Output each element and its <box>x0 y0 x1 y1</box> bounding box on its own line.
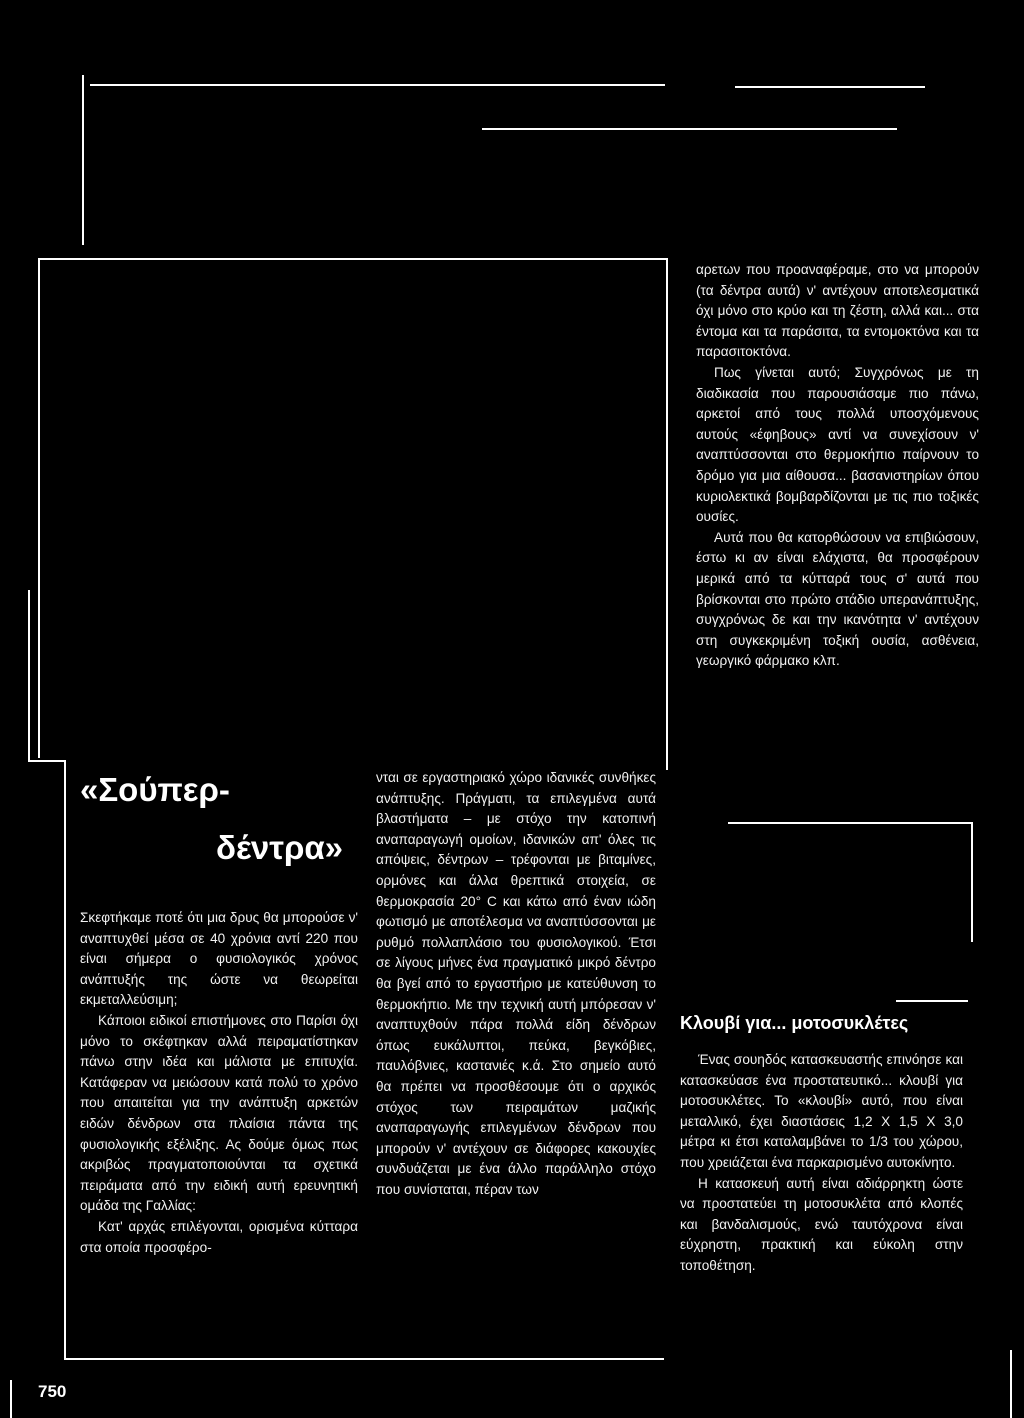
paragraph: αρετων που προαναφέραμε, στο να μπορούν (τα δέντρα αυτά) ν' αντέχουν αποτελεσματικά όχι μόνο στο κρύο και τη ζέστη, αλλά και... στα έντομα και τα παράσιτα, τα εντομοκτόνα και τα παρασιτοκτόνα. <box>696 262 979 360</box>
paragraph: Κάποιοι ειδικοί επιστήμονες στο Παρίσι όχι μόνο το σκέφτηκαν αλλά πειραματίστηκαν πάνω στην ιδέα και μάλιστα με επιτυχία. Κατάφεραν να μειώσουν κατά πολύ το χρόνο που απαιτείται για την ανάπτυξη αρκετών ειδών δένδρων στα πλαίσια πάντα της φυσιολογικής εξέλιξης. Ας δούμε όμως πως ακριβώς πραγματοποιούνται τα σχετικά πειράματα από την ειδική αυτή ερευνητική ομάδα της Γαλλίας: <box>80 1012 358 1214</box>
side-article-body <box>680 1050 963 1277</box>
frame-left-edge <box>28 590 30 760</box>
article-title-line2: δέντρα» <box>216 829 344 866</box>
article-left-border <box>64 762 66 1360</box>
side-article-title: Κλουβί για... μοτοσυκλέτες <box>680 1013 909 1033</box>
paragraph: Αυτά που θα κατορθώσουν να επιβιώσουν, έστω κι αν είναι ελάχιστα, θα προσφέρουν μερικά από τα κύτταρά τους σ' αυτά που βρίσκονται στο πρώτο στάδιο υπερανάπτυξης, συγχρόνως δε και την ικανότητα ν' αντέχουν στη συγκεκριμένη τοξική ουσία, ασθένεια, γεωργικό φάρμακο κλπ. <box>696 529 979 669</box>
page-left-edge <box>10 1380 12 1418</box>
paragraph: Πως γίνεται αυτό; Συγχρόνως με τη διαδικασία που παρουσιάσαμε πιο πάνω, αρκετοί από τους πολλά υποσχόμενους αυτούς «έφηβους» αντί να συνεχίσουν ν' αναπτύσσονται στο θερμοκήπιο παίρνουν το δρόμο για μια αίθουσα... βασανιστηρίων όπου κυριολεκτικά βομβαρδίζονται με τις πιο τοξικές ουσίες. <box>696 364 979 525</box>
frame-top-rule-right <box>735 86 925 88</box>
frame-left-vertical <box>82 75 84 245</box>
article-bottom-border <box>64 1358 664 1360</box>
frame-top-rule <box>90 84 665 86</box>
paragraph: Η κατασκευή αυτή είναι αδιάρρηκτη ώστε να προστατεύει τη μοτοσυκλέτα από κλοπές και βανδαλισμούς, ενώ ταυτόχρονα είναι εύχρηστη, πρακτική και εύκολη στην τοποθέτηση. <box>680 1175 963 1273</box>
side-title-rule <box>896 1000 968 1002</box>
article-column-1 <box>80 908 358 1258</box>
article-column-3 <box>696 260 979 672</box>
paragraph: νται σε εργαστηριακό χώρο ιδανικές συνθήκες ανάπτυξης. Πράγματι, τα επιλεγμένα αυτά βλαστήματα – με στόχο την κατοπινή αναπαραγωγή ομοίων, ιδανικών απ' όλες τις απόψεις, δέντρων – τρέφονται με βιταμίνες, ορμόνες και άλλα θρεπτικά στοιχεία, σε θερμοκρασία 20° C και κάτω από έναν ιώδη φωτισμό με αποτέλεσμα να αναπτύσσονται με ρυθμό πολλαπλάσιο του φυσιολογικού. Έτσι σε λίγους μήνες ένα πραγματικό μικρό δέντρο θα βγεί από το εργαστήριο με κατεύθυνση το θερμοκήπιο. Με την τεχνική αυτή μπόρεσαν ν' αναπτυχθούν πάρα πολλά είδη δένδρων όπως ευκάλυπτοι, πεύκα, βεγκόβιες, παυλόβνιες, καστανιές κ.ά. Στο σημείο αυτό θα πρέπει να προσθέσουμε ότι ο αρχικός στόχος των πειραμάτων μαζικής αναπαραγωγής επιλεγμένων δένδρων που μπορούν ν' αντέχουν σε διάφορες κακουχίες συνδυάζεται με ένα άλλο παράλληλο στόχο που συνίσταται, πέραν των <box>376 770 656 1197</box>
paragraph: Ένας σουηδός κατασκευαστής επινόησε και κατασκεύασε ένα προστατευτικό... κλουβί για μοτοσυκλέτες. Το «κλουβί» αυτό, που είναι μεταλλικό, έχει διαστάσεις 1,2 X 1,5 X 3,0 μέτρα κι έτσι καταλαμβάνει το 1/3 του χώρου, που χρειάζεται ένα παρκαρισμένο αυτοκίνητο. <box>680 1052 963 1170</box>
frame-box-bottom <box>28 760 66 762</box>
page-number: 750 <box>38 1382 67 1401</box>
frame-box-left <box>38 258 40 758</box>
paragraph: Σκεφτήκαμε ποτέ ότι μια δρυς θα μπορούσε ν' αναπτυχθεί μέσα σε 40 χρόνια αντί 220 που είναι σήμερα ο φυσιολογικός χρόνος ανάπτυξής της ώστε να θεωρείται εκμεταλλεύσιμη; <box>80 910 358 1008</box>
article-title-line1: «Σούπερ- <box>80 771 230 808</box>
article-column-2 <box>376 768 656 1200</box>
frame-box-top <box>38 258 668 260</box>
frame-box-right <box>666 258 668 770</box>
frame-second-rule <box>482 128 897 130</box>
side-frame-right <box>971 822 973 942</box>
side-divider <box>728 822 973 824</box>
page-right-edge <box>1010 1350 1012 1418</box>
paragraph: Κατ' αρχάς επιλέγονται, ορισμένα κύτταρα στα οποία προσφέρο- <box>80 1218 358 1255</box>
